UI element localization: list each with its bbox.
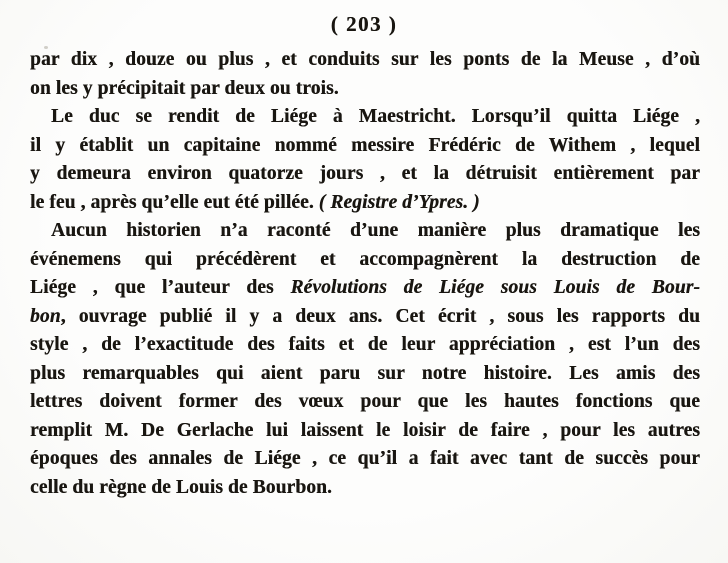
text-line <box>30 388 700 417</box>
text-line <box>30 303 700 332</box>
source-citation: ( Registre d’Ypres. ) <box>318 191 480 213</box>
text-line <box>30 189 700 218</box>
text-run: , ouvrage publié il y a deux ans. Cet écrit , sous les rapports du <box>60 305 700 327</box>
paragraph-1 <box>30 46 700 103</box>
text-line <box>30 331 700 360</box>
text-line <box>30 160 700 189</box>
text-line <box>30 132 700 161</box>
text-run: il y établit un capitaine nommé messire Frédéric de Withem , lequel <box>30 134 700 156</box>
text-run: le feu , après qu’elle eut été pillée. <box>30 191 319 213</box>
paragraph-3 <box>30 217 700 502</box>
text-line <box>30 274 700 303</box>
text-run: on les y précipitait par deux ou trois. <box>30 77 339 99</box>
page-number: ( 203 ) <box>330 12 398 36</box>
text-run: style , de l’exactitude des faits et de leur appréciation , est l’un des <box>30 334 700 355</box>
text-line <box>30 217 700 246</box>
text-run: événemens qui précédèrent et accompagnèrent la destruction de <box>30 248 700 270</box>
text-run: plus remarquables qui aient paru sur notre histoire. Les amis des <box>30 362 700 384</box>
text-line <box>30 474 700 503</box>
text-run: par dix , douze ou plus , et conduits sur les ponts de la Meuse , d’où <box>30 49 700 70</box>
text-run: Aucun historien n’a raconté d’une manière plus dramatique les <box>51 220 700 241</box>
book-title: Révolutions de Liége sous Louis de Bour- <box>290 277 700 298</box>
text-run: y demeura environ quatorze jours , et la détruisit entièrement par <box>30 163 700 184</box>
text-line <box>30 417 700 446</box>
text-run: remplit M. De Gerlache lui laissent le loisir de faire , pour les autres <box>30 419 700 441</box>
text-block <box>30 46 700 502</box>
text-run: époques des annales de Liége , ce qu’il a fait avec tant de succès pour <box>30 448 700 469</box>
text-line <box>30 46 700 75</box>
paragraph-2 <box>30 103 700 217</box>
text-run: lettres doivent former des vœux pour que les hautes fonctions que <box>30 391 700 412</box>
text-line <box>30 103 700 132</box>
text-line <box>30 246 700 275</box>
text-line <box>30 75 700 104</box>
text-line <box>30 360 700 389</box>
text-run: Liége , que l’auteur des <box>30 277 291 298</box>
book-title: bon <box>30 305 61 327</box>
text-run: celle du règne de Louis de Bourbon. <box>30 476 332 498</box>
text-line <box>30 445 700 474</box>
text-run: Le duc se rendit de Liége à Maestricht. Lorsqu’il quitta Liége , <box>51 106 700 127</box>
